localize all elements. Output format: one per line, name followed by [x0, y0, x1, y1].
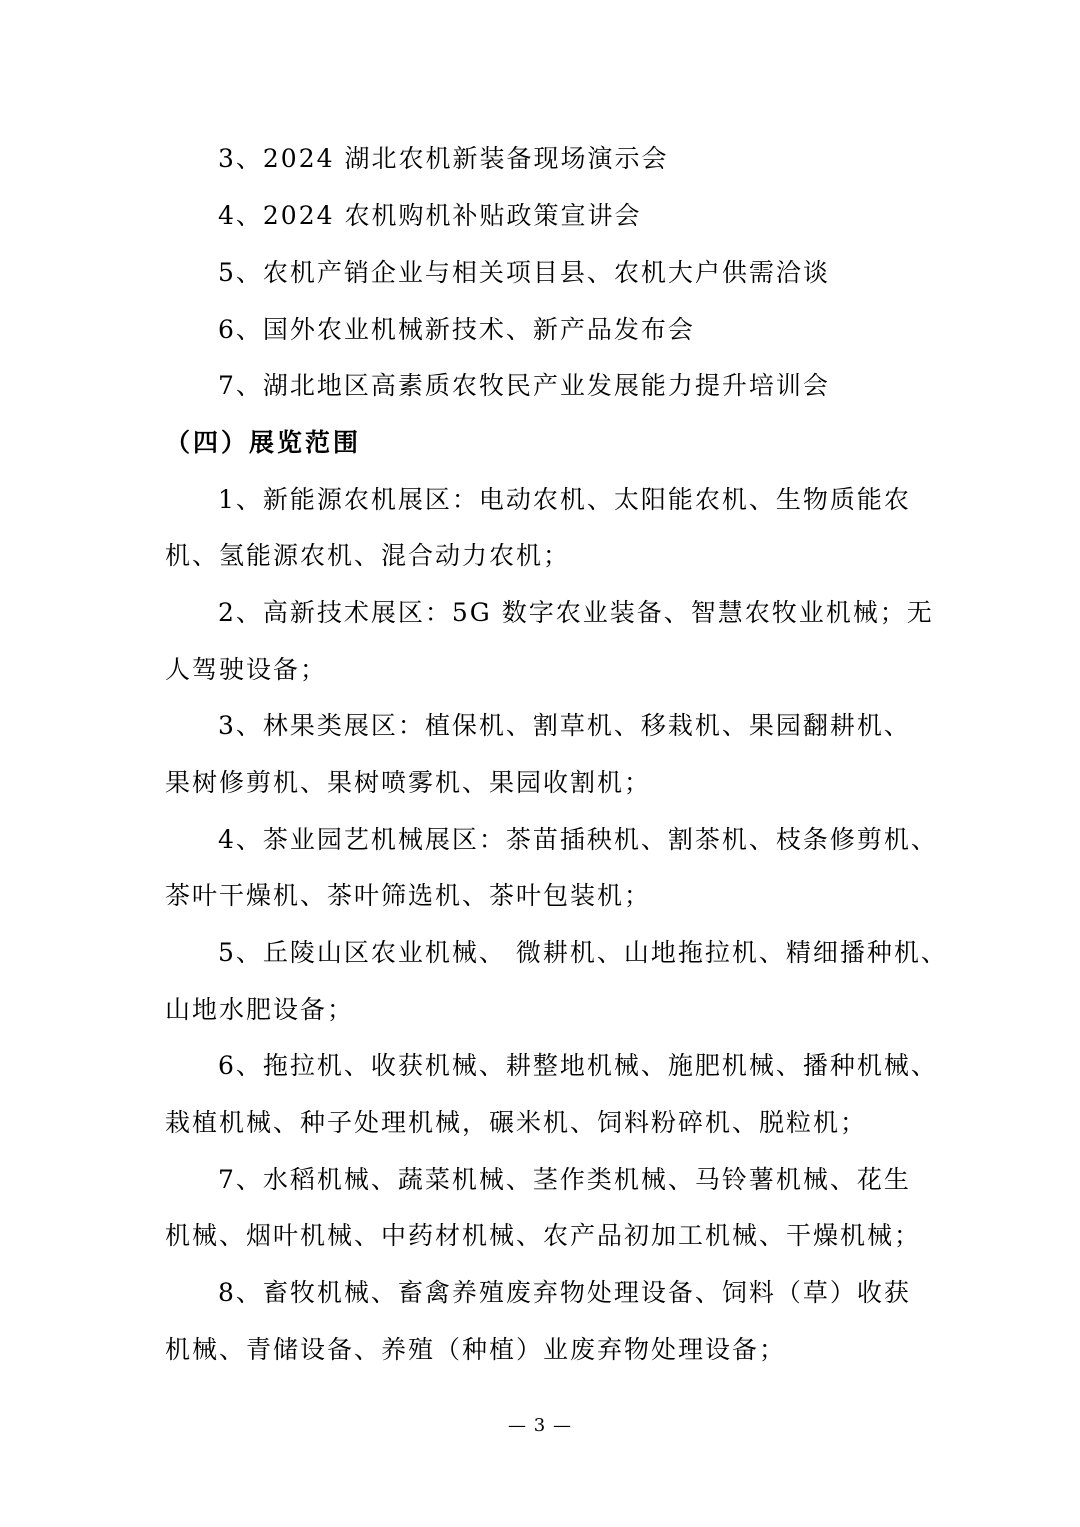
- exhibit-item-7-line-2: 机械、烟叶机械、中药材机械、农产品初加工机械、干燥机械；: [165, 1221, 922, 1250]
- activity-item-4: 4、2024 农机购机补贴政策宣讲会: [218, 201, 642, 230]
- activity-item-6: 6、国外农业机械新技术、新产品发布会: [218, 315, 695, 344]
- activity-item-5: 5、农机产销企业与相关项目县、农机大户供需洽谈: [218, 258, 830, 287]
- exhibit-item-6-line-2: 栽植机械、种子处理机械，碾米机、饲料粉碎机、脱粒机；: [165, 1108, 868, 1137]
- exhibit-item-3-line-2: 果树修剪机、果树喷雾机、果园收割机；: [165, 768, 652, 797]
- activity-item-7: 7、湖北地区高素质农牧民产业发展能力提升培训会: [218, 371, 830, 400]
- exhibit-item-1-line-2: 机、氢能源农机、混合动力农机；: [165, 541, 571, 570]
- exhibit-item-5-line-1: 5、丘陵山区农业机械、 微耕机、山地拖拉机、精细播种机、: [218, 938, 948, 967]
- exhibit-item-4-line-2: 茶叶干燥机、茶叶筛选机、茶叶包装机；: [165, 881, 652, 910]
- exhibit-item-6-line-1: 6、拖拉机、收获机械、耕整地机械、施肥机械、播种机械、: [218, 1051, 938, 1080]
- page-number: — 3 —: [508, 1415, 572, 1436]
- exhibit-item-5-line-2: 山地水肥设备；: [165, 995, 355, 1024]
- section-heading: （四）展览范围: [165, 428, 362, 457]
- exhibit-item-8-line-2: 机械、青储设备、养殖（种植）业废弃物处理设备；: [165, 1335, 787, 1364]
- exhibit-item-3-line-1: 3、林果类展区：植保机、割草机、移栽机、果园翻耕机、: [218, 711, 911, 740]
- exhibit-item-4-line-1: 4、茶业园艺机械展区：茶苗插秧机、割茶机、枝条修剪机、: [218, 825, 938, 854]
- exhibit-item-8-line-1: 8、畜牧机械、畜禽养殖废弃物处理设备、饲料（草）收获: [218, 1278, 911, 1307]
- activity-item-3: 3、2024 湖北农机新装备现场演示会: [218, 144, 669, 173]
- exhibit-item-2-line-1: 2、高新技术展区：5G 数字农业装备、智慧农牧业机械；无: [218, 598, 934, 627]
- exhibit-item-1-line-1: 1、新能源农机展区：电动农机、太阳能农机、生物质能农: [218, 485, 911, 514]
- exhibit-item-7-line-1: 7、水稻机械、蔬菜机械、茎作类机械、马铃薯机械、花生: [218, 1165, 911, 1194]
- exhibit-item-2-line-2: 人驾驶设备；: [165, 655, 328, 684]
